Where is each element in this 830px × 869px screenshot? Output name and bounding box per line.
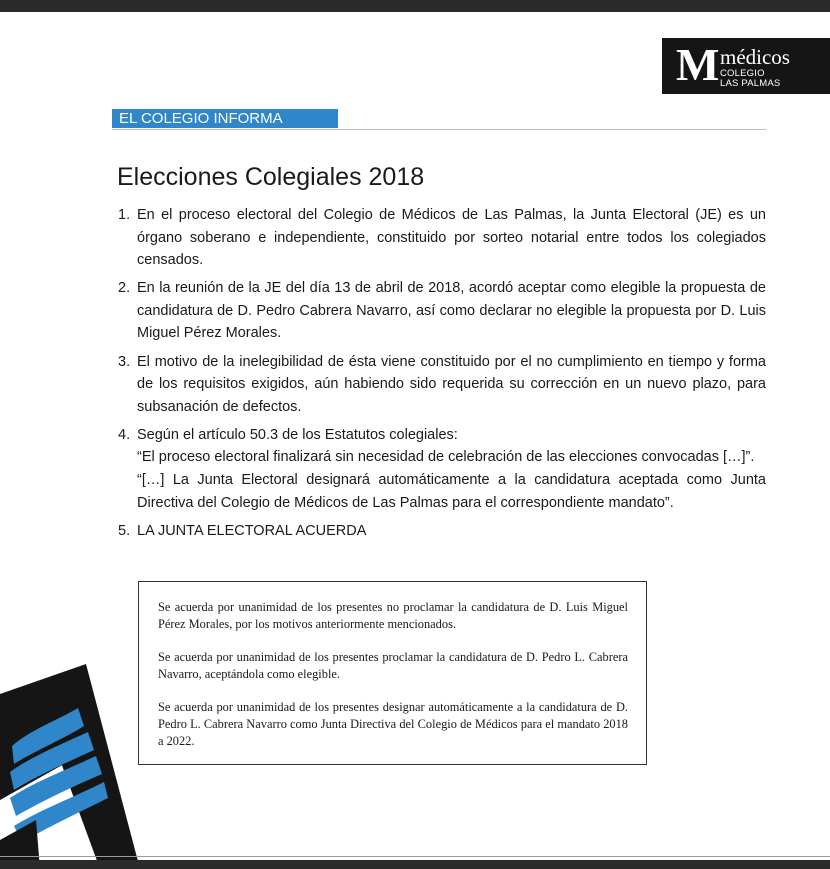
- list-item-text: En el proceso electoral del Colegio de Médicos de Las Palmas, la Junta Electoral (JE) es un órgano soberano e independiente, constituido por sorteo notarial entre todos los colegiados censados.: [137, 207, 766, 269]
- list-item-number: 1.: [118, 207, 131, 223]
- bottom-border-bar: [0, 860, 830, 869]
- article-numbered-list: [118, 204, 766, 548]
- resolution-paragraph: Se acuerda por unanimidad de los presentes no proclamar la candidatura de D. Luis Miguel Pérez Morales, por los motivos anteriormente mencionados.: [158, 600, 628, 631]
- list-item: [118, 277, 766, 345]
- colegio-medicos-logo: [662, 38, 830, 94]
- list-item-text: En la reunión de la JE del día 13 de abril de 2018, acordó aceptar como elegible la propuesta de candidatura de D. Pedro Cabrera Navarro, así como declarar no elegible la propuesta por D. Luis Miguel Pérez Morales.: [137, 280, 766, 342]
- article-title: Elecciones Colegiales 2018: [117, 163, 425, 191]
- section-divider: [112, 129, 766, 130]
- decorative-logo-fragment: [0, 650, 140, 869]
- logo-subtitle: [720, 69, 780, 89]
- list-item: [118, 351, 766, 419]
- list-item-text: El motivo de la inelegibilidad de ésta viene constituido por el no cumplimiento en tiempo y forma de los requisitos exigidos, aún habiendo sido requerida su corrección en un nuevo plazo, para subsanación de defectos.: [137, 353, 766, 415]
- resolution-box: [138, 581, 647, 765]
- list-item-number: 2.: [118, 280, 131, 297]
- list-item-text: Según el artículo 50.3 de los Estatutos colegiales:: [137, 426, 458, 443]
- list-item-number: 5.: [118, 522, 131, 539]
- resolution-paragraph: Se acuerda por unanimidad de los presentes proclamar la candidatura de D. Pedro L. Cabrera Navarro, aceptándola como elegible.: [158, 650, 628, 681]
- list-item: [118, 520, 766, 543]
- logo-subtitle-line1: COLEGIO: [720, 68, 765, 79]
- bottom-divider: [0, 856, 830, 857]
- logo-wordmark: médicos: [720, 45, 790, 69]
- list-item-number: 4.: [118, 426, 131, 443]
- list-item: [118, 424, 766, 514]
- logo-subtitle-line2: LAS PALMAS: [720, 78, 781, 89]
- statute-quote: “[…] La Junta Electoral designará automáticamente a la candidatura aceptada como Junta Directiva del Colegio de Médicos de Las Palmas para el correspondiente mandato”.: [137, 472, 766, 511]
- logo-mark: M: [676, 39, 718, 90]
- list-item: [118, 204, 766, 272]
- section-tag: EL COLEGIO INFORMA: [112, 109, 338, 128]
- resolution-paragraph: Se acuerda por unanimidad de los presentes designar automáticamente a la candidatura de D. Pedro L. Cabrera Navarro como Junta Directiva del Colegio de Médicos para el mandato 2018 a 2022.: [158, 700, 628, 748]
- statute-quote: “El proceso electoral finalizará sin necesidad de celebración de las elecciones convocadas […]”.: [137, 449, 755, 466]
- list-item-number: 3.: [118, 353, 131, 370]
- list-item-text: LA JUNTA ELECTORAL ACUERDA: [137, 522, 367, 539]
- top-border-bar: [0, 0, 830, 12]
